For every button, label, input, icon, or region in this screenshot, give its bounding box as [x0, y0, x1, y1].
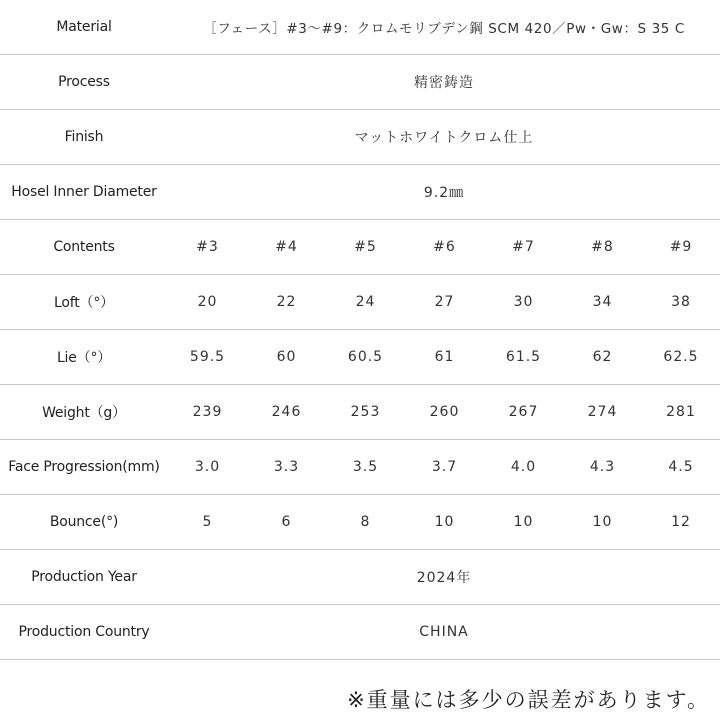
row-label: Lie（°） — [0, 330, 168, 385]
contents-cell: #6 — [405, 220, 484, 275]
contents-cell: #4 — [247, 220, 326, 275]
contents-cell: #7 — [484, 220, 563, 275]
bounce-cell: 5 — [168, 495, 247, 550]
row-production-country — [0, 605, 720, 660]
row-label: Production Country — [0, 605, 168, 660]
weight-tolerance-note: ※重量には多少の誤差があります。 — [347, 688, 710, 712]
loft-cell: 30 — [484, 275, 563, 330]
bounce-cell: 12 — [642, 495, 720, 550]
finish-value: マットホワイトクロム仕上 — [168, 110, 720, 165]
row-label: Material — [0, 0, 168, 55]
bounce-cell: 6 — [247, 495, 326, 550]
face-progression-cell: 4.5 — [642, 440, 720, 495]
row-contents — [0, 220, 720, 275]
bounce-cell: 10 — [405, 495, 484, 550]
row-lie — [0, 330, 720, 385]
row-label: Loft（°） — [0, 275, 168, 330]
bounce-cell: 10 — [563, 495, 642, 550]
material-value: ［フェース］#3〜#9：クロムモリブデン鋼 SCM 420／Pw・Gw：S 35 C — [168, 0, 720, 55]
row-loft — [0, 275, 720, 330]
contents-cell: #3 — [168, 220, 247, 275]
face-progression-cell: 4.0 — [484, 440, 563, 495]
loft-cell: 38 — [642, 275, 720, 330]
process-value: 精密鋳造 — [168, 55, 720, 110]
weight-cell: 253 — [326, 385, 405, 440]
contents-cell: #5 — [326, 220, 405, 275]
loft-cell: 20 — [168, 275, 247, 330]
weight-cell: 281 — [642, 385, 720, 440]
row-label: Face Progression(mm) — [0, 440, 168, 495]
weight-cell: 274 — [563, 385, 642, 440]
row-production-year — [0, 550, 720, 605]
face-progression-cell: 3.7 — [405, 440, 484, 495]
weight-cell: 267 — [484, 385, 563, 440]
row-weight — [0, 385, 720, 440]
row-face-progression — [0, 440, 720, 495]
lie-cell: 62 — [563, 330, 642, 385]
lie-cell: 61.5 — [484, 330, 563, 385]
bounce-cell: 10 — [484, 495, 563, 550]
lie-cell: 62.5 — [642, 330, 720, 385]
row-label: Contents — [0, 220, 168, 275]
face-progression-cell: 3.3 — [247, 440, 326, 495]
contents-cell: #8 — [563, 220, 642, 275]
weight-cell: 246 — [247, 385, 326, 440]
lie-cell: 60 — [247, 330, 326, 385]
row-label: Weight（g） — [0, 385, 168, 440]
loft-cell: 24 — [326, 275, 405, 330]
row-process — [0, 55, 720, 110]
row-bounce — [0, 495, 720, 550]
lie-cell: 60.5 — [326, 330, 405, 385]
hosel-value: 9.2㎜ — [168, 165, 720, 220]
loft-cell: 27 — [405, 275, 484, 330]
loft-cell: 22 — [247, 275, 326, 330]
lie-cell: 59.5 — [168, 330, 247, 385]
row-label: Process — [0, 55, 168, 110]
face-progression-cell: 3.0 — [168, 440, 247, 495]
loft-cell: 34 — [563, 275, 642, 330]
weight-cell: 260 — [405, 385, 484, 440]
row-label: Hosel Inner Diameter — [0, 165, 168, 220]
production-country-value: CHINA — [168, 605, 720, 660]
row-label: Production Year — [0, 550, 168, 605]
production-year-value: 2024年 — [168, 550, 720, 605]
weight-cell: 239 — [168, 385, 247, 440]
face-progression-cell: 3.5 — [326, 440, 405, 495]
row-finish — [0, 110, 720, 165]
face-progression-cell: 4.3 — [563, 440, 642, 495]
lie-cell: 61 — [405, 330, 484, 385]
row-material — [0, 0, 720, 55]
row-hosel — [0, 165, 720, 220]
row-label: Finish — [0, 110, 168, 165]
contents-cell: #9 — [642, 220, 720, 275]
bounce-cell: 8 — [326, 495, 405, 550]
row-label: Bounce(°) — [0, 495, 168, 550]
